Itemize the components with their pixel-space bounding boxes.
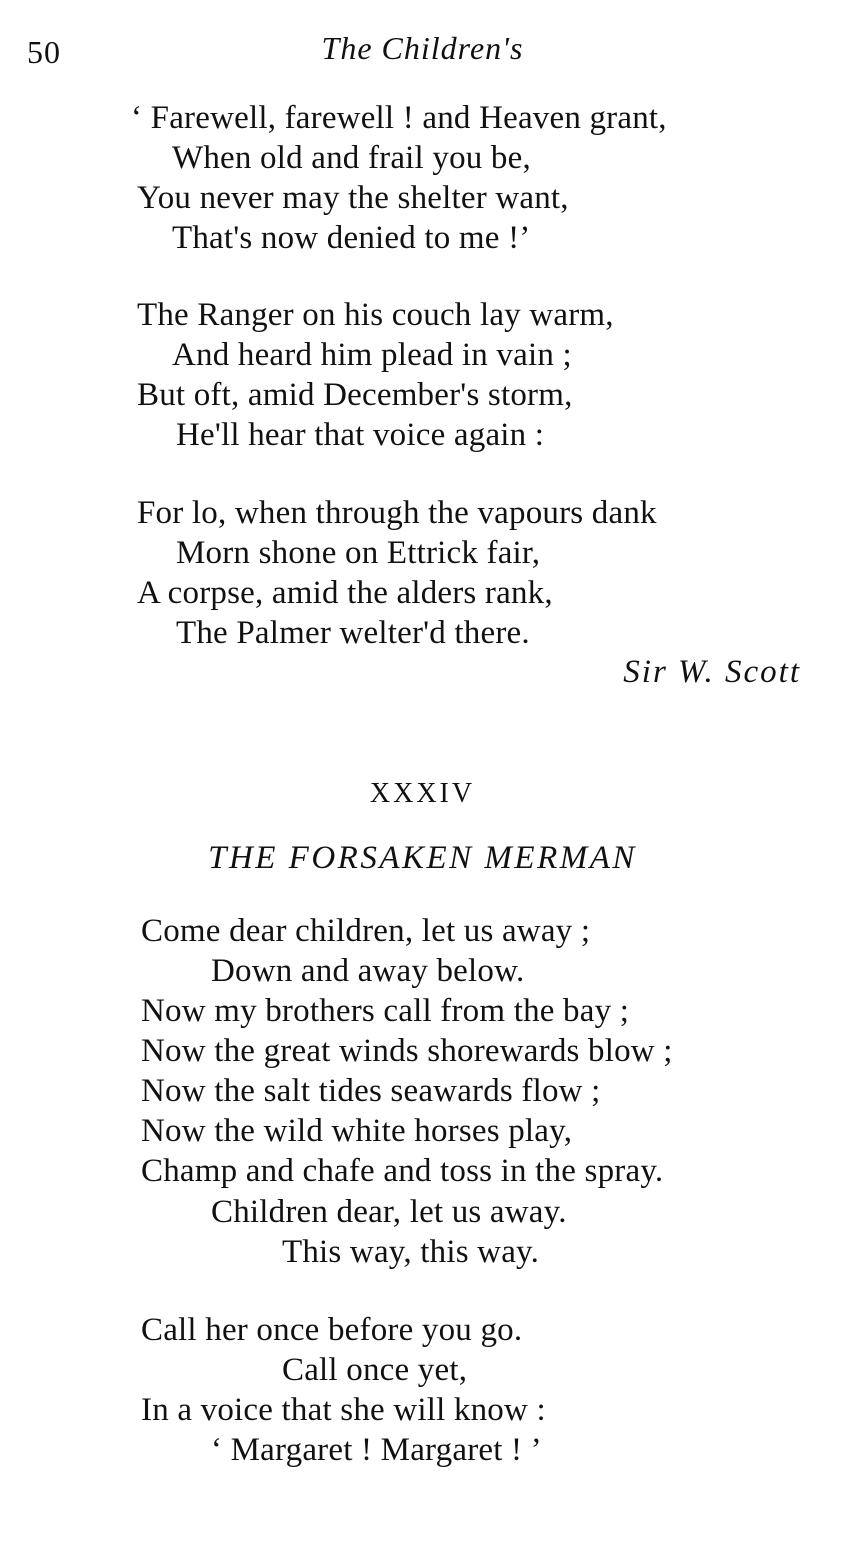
poem-line: A corpse, amid the alders rank, [137, 575, 553, 611]
poem-line: Call her once before you go. [141, 1312, 523, 1348]
poem-line: ‘ Margaret ! Margaret ! ’ [211, 1432, 542, 1468]
poem-line: Call once yet, [282, 1352, 468, 1388]
poem-line: Champ and chafe and toss in the spray. [141, 1153, 664, 1189]
poem-line: And heard him plead in vain ; [172, 337, 572, 373]
poem-line: The Palmer welter'd there. [176, 615, 530, 651]
poem-line: Now the wild white horses play, [141, 1113, 573, 1149]
poem-line: That's now denied to me !’ [172, 220, 531, 256]
poem-line: Now the great winds shorewards blow ; [141, 1033, 673, 1069]
poem-line: ‘ Farewell, farewell ! and Heaven grant, [131, 100, 667, 136]
page-number: 50 [27, 34, 61, 70]
author-attribution: Sir W. Scott [623, 654, 801, 690]
poem-line: The Ranger on his couch lay warm, [137, 297, 614, 333]
poem-line: Morn shone on Ettrick fair, [176, 535, 541, 571]
section-number: XXXIV [369, 778, 476, 809]
poem-line: This way, this way. [282, 1234, 540, 1270]
poem-line: When old and frail you be, [172, 140, 531, 176]
poem-line: In a voice that she will know : [141, 1392, 546, 1428]
poem-line: For lo, when through the vapours dank [137, 495, 657, 531]
poem-line: You never may the shelter want, [137, 180, 569, 216]
poem-title: THE FORSAKEN MERMAN [208, 840, 637, 876]
poem-line: Children dear, let us away. [211, 1194, 567, 1230]
poem-line: Now my brothers call from the bay ; [141, 993, 630, 1029]
poem-line: Come dear children, let us away ; [141, 913, 591, 949]
poem-line: Now the salt tides seawards flow ; [141, 1073, 601, 1109]
poem-line: But oft, amid December's storm, [137, 377, 573, 413]
poem-line: He'll hear that voice again : [176, 417, 545, 453]
poem-line: Down and away below. [211, 953, 525, 989]
running-head: The Children's [321, 30, 524, 66]
